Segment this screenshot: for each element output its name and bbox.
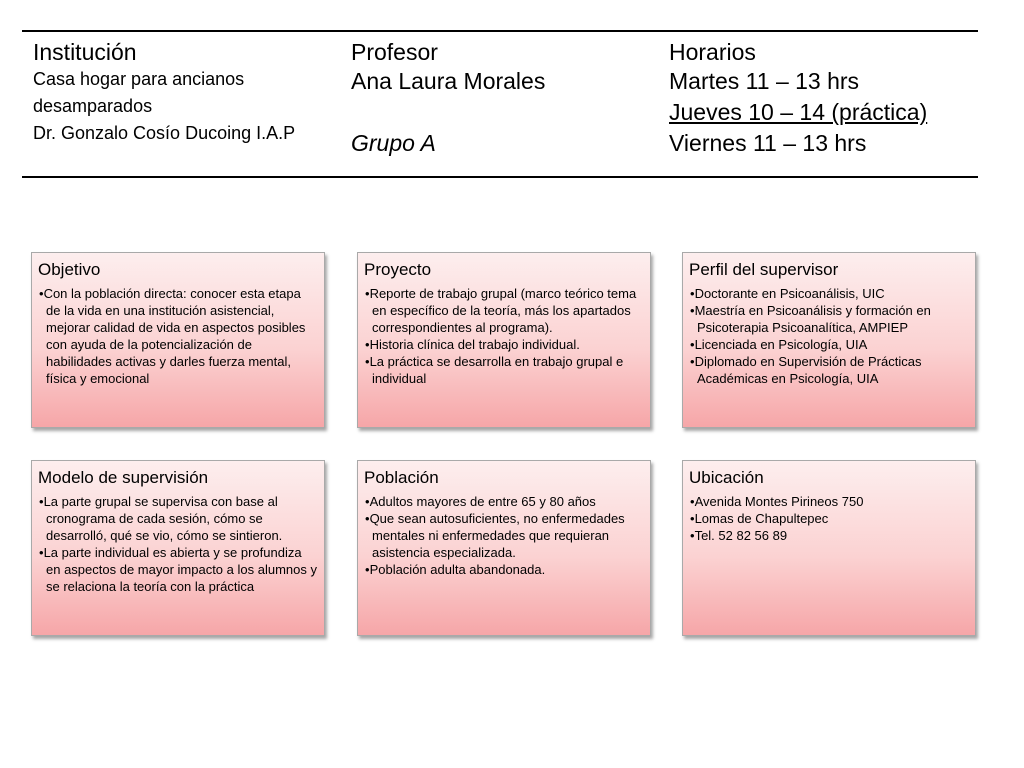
list-item: • Población adulta abandonada.: [364, 561, 644, 578]
list-item: • Reporte de trabajo grupal (marco teórico tema en específico de la teoría, más los apartados correspondientes al programa).: [364, 285, 644, 336]
institucion-line-2: desamparados: [33, 96, 153, 116]
list-item: • Maestría en Psicoanálisis y formación en Psicoterapia Psicoanalítica, AMPIEP: [689, 302, 969, 336]
list-item: • Avenida Montes Pirineos 750: [689, 493, 969, 510]
card-perfil-title: Perfil del supervisor: [689, 260, 839, 279]
list-item: • Doctorante en Psicoanálisis, UIC: [689, 285, 969, 302]
card-perfil-list: [689, 285, 969, 387]
card-poblacion-list: [364, 493, 644, 578]
card-proyecto-list: [364, 285, 644, 387]
institucion-line-3: Dr. Gonzalo Cosío Ducoing I.A.P: [33, 123, 296, 143]
list-item: • Diplomado en Supervisión de Prácticas Académicas en Psicología, UIA: [689, 353, 969, 387]
profesor-column: [351, 38, 661, 159]
list-item: • Licenciada en Psicología, UIA: [689, 336, 969, 353]
card-objetivo: [31, 252, 325, 428]
institucion-line-1: Casa hogar para ancianos: [33, 69, 245, 89]
list-item: • Adultos mayores de entre 65 y 80 años: [364, 493, 644, 510]
horario-jueves: Jueves 10 – 14 (práctica): [669, 99, 928, 125]
card-perfil-supervisor: [682, 252, 976, 428]
card-modelo-supervision: [31, 460, 325, 636]
list-item: • Con la población directa: conocer esta etapa de la vida en una institución asistencial, mejorar calidad de vida en aspectos posibles con ayuda de la potencialización de habilidades activas y darles fuerza mental, física y emocional: [38, 285, 318, 387]
list-item: • La parte grupal se supervisa con base al cronograma de cada sesión, cómo se desarrolló, qué se vio, cómo se sintieron.: [38, 493, 318, 544]
card-modelo-title: Modelo de supervisión: [38, 468, 209, 487]
header-top-rule: [22, 30, 978, 32]
institucion-title: Institución: [33, 39, 137, 65]
list-item: • La práctica se desarrolla en trabajo grupal e individual: [364, 353, 644, 387]
horario-viernes: Viernes 11 – 13 hrs: [669, 130, 867, 156]
profesor-title: Profesor: [351, 39, 438, 65]
horarios-title: Horarios: [669, 39, 756, 65]
card-modelo-list: [38, 493, 318, 595]
card-ubicacion-list: [689, 493, 969, 544]
horarios-column: [669, 38, 979, 159]
card-objetivo-title: Objetivo: [38, 260, 101, 279]
card-ubicacion: [682, 460, 976, 636]
profesor-name: Ana Laura Morales: [351, 68, 546, 94]
profesor-group: Grupo A: [351, 130, 436, 156]
list-item: • La parte individual es abierta y se profundiza en aspectos de mayor impacto a los alumnos y se relaciona la teoría con la práctica: [38, 544, 318, 595]
list-item: • Tel. 52 82 56 89: [689, 527, 969, 544]
list-item: • Que sean autosuficientes, no enfermedades mentales ni enfermedades que requieran asistencia especializada.: [364, 510, 644, 561]
institucion-column: [33, 38, 343, 147]
card-objetivo-list: [38, 285, 318, 387]
card-proyecto: [357, 252, 651, 428]
card-proyecto-title: Proyecto: [364, 260, 432, 279]
card-ubicacion-title: Ubicación: [689, 468, 764, 487]
horario-martes: Martes 11 – 13 hrs: [669, 68, 860, 94]
list-item: • Historia clínica del trabajo individual.: [364, 336, 644, 353]
card-poblacion: [357, 460, 651, 636]
header-bottom-rule: [22, 176, 978, 178]
list-item: • Lomas de Chapultepec: [689, 510, 969, 527]
card-poblacion-title: Población: [364, 468, 439, 487]
